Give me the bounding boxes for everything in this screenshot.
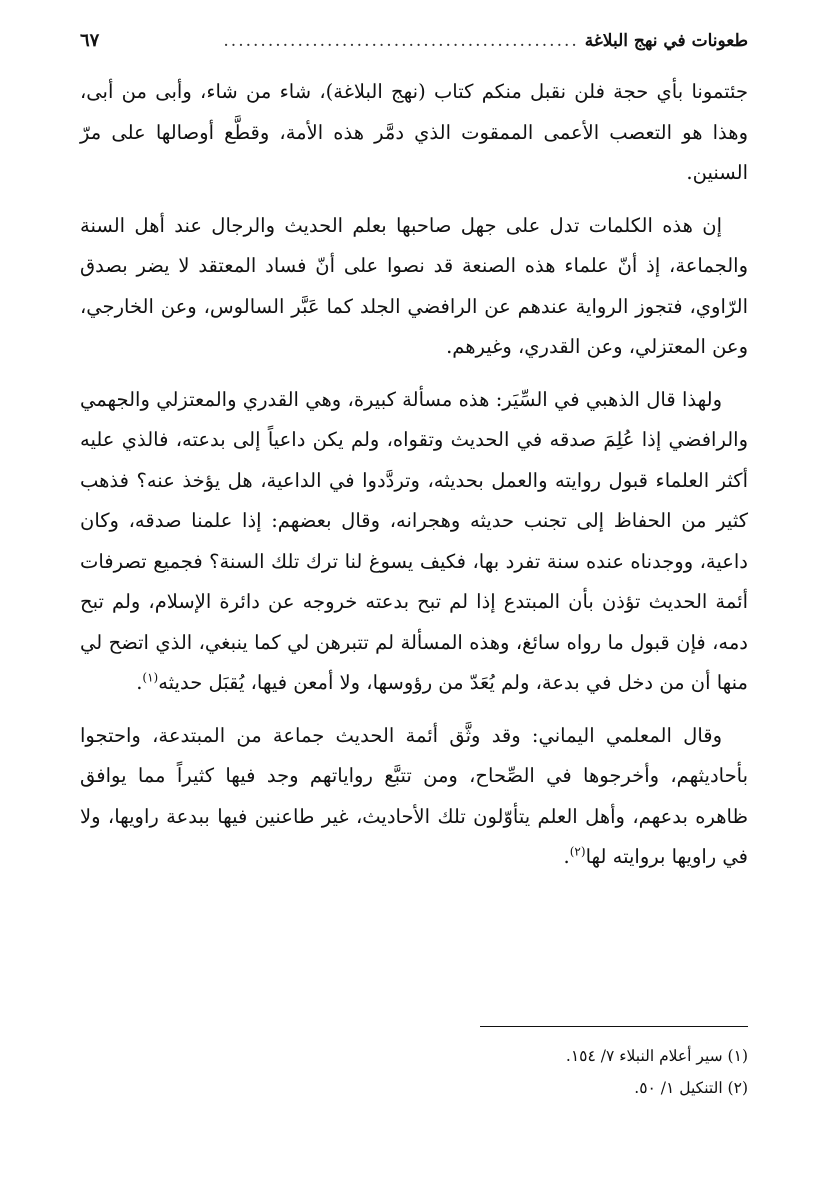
paragraph-2-text: إن هذه الكلمات تدل على جهل صاحبها بعلم الحديث والرجال عند أهل السنة والجماعة، إذ أنّ علماء هذه الصنعة قد نصوا على أنّ فساد المعتقد لا يضر بصدق الرّاوي، فتجوز الرواية عندهم عن الرافضي الجلد كما عَبَّر السالوس، وعن الخارجي، وعن المعتزلي، وعن القدري، وغيرهم. [80,213,748,358]
paragraph-2 [80,206,748,368]
paragraph-1 [80,72,748,194]
body-text [80,72,748,890]
book-page [80,0,748,1178]
paragraph-1-text: جئتمونا بأي حجة فلن نقبل منكم كتاب (نهج البلاغة)، شاء من شاء، وأبى من أبى، وهذا هو التعصب الأعمى الممقوت الذي دمَّر هذه الأمة، وقطَّع أوصالها على مرّ السنين. [80,80,748,184]
footnote-1: (١) سير أعلام النبلاء ٧/ ١٥٤. [565,1047,748,1065]
footnote-ref-2: (٢) [569,844,586,859]
paragraph-3 [80,380,748,704]
paragraph-4-text: وقال المعلمي اليماني: وقد وثَّق أئمة الحديث جماعة من المبتدعة، واحتجوا بأحاديثهم، وأخرجوها في الصِّحاح، ومن تتبَّع رواياتهم وجد فيها كثيراً مما يوافق ظاهره بدعهم، وأهل العلم يتأوّلون تلك الأحاديث، غير طاعنين فيها ببدعة راويها، ولا في راويها بروايته لها [80,723,748,868]
paragraph-4 [80,716,748,878]
page-number: ٦٧ [80,30,100,51]
footnote-2: (٢) التنكيل ١/ ٥٠. [634,1079,748,1097]
running-header [80,30,748,51]
paragraph-3-text: ولهذا قال الذهبي في السِّيَر: هذه مسألة كبيرة، وهي القدري والمعتزلي والجهمي والرافضي إذا عُلِمَ صدقه في الحديث وتقواه، ولم يكن داعياً إلى بدعته، فالذي عليه أكثر العلماء قبول روايته والعمل بحديثه، وتردَّدوا في الداعية، هل يؤخذ عنه؟ فذهب كثير من الحفاظ إلى تجنب حديثه وهجرانه، وقال بعضهم: إذا علمنا صدقه، وكان داعية، ووجدناه عنده سنة تفرد بها، فكيف يسوغ لنا ترك تلك السنة؟ فجميع تصرفات أئمة الحديث تؤذن بأن المبتدع إذا لم تبح بدعته خروجه عن دائرة الإسلام، ولم تبح دمه، فإن قبول ما رواه سائغ، وهذه المسألة لم تتبرهن لي كما ينبغي، الذي اتضح لي منها أن من دخل في بدعة، ولم يُعَدّ من رؤوسها، ولا أمعن فيها، يُقبَل حديثه [80,387,748,694]
book-title: طعونات في نهج البلاغة [584,31,748,51]
footnote-ref-1: (١) [142,670,159,685]
paragraph-3-end: . [136,671,143,694]
header-leader-dots: ................................................ [223,31,579,51]
footnotes [80,1040,748,1104]
footnote-separator [480,1026,748,1027]
paragraph-4-end: . [563,845,570,868]
